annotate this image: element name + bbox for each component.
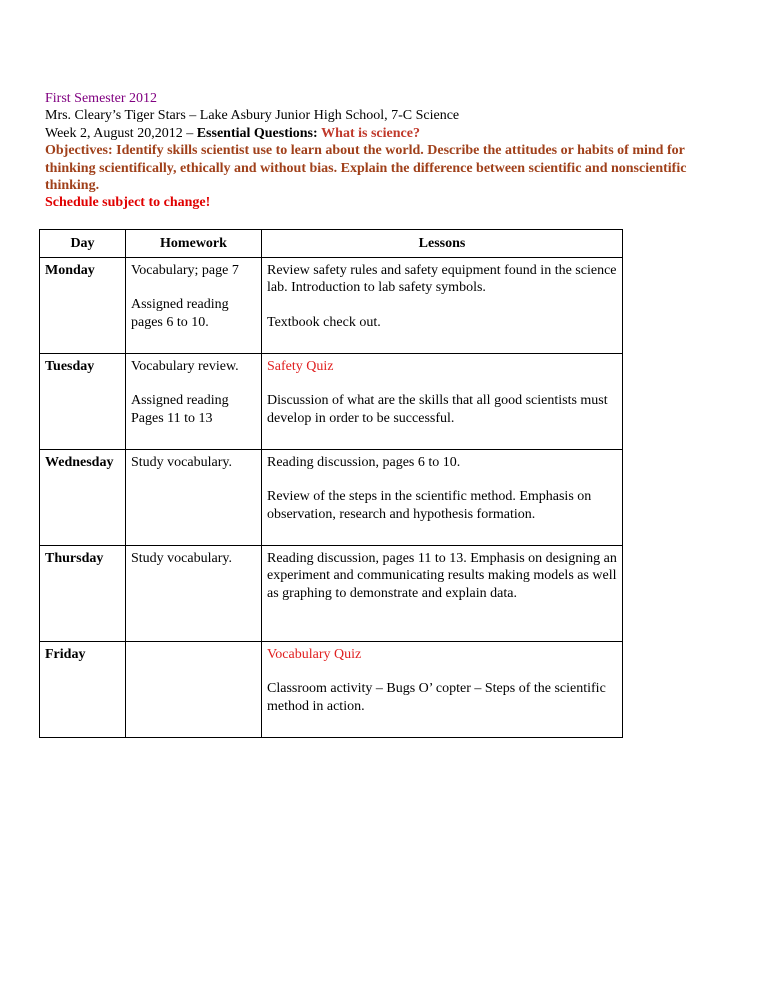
table-row-thursday [40, 546, 623, 642]
homework-item: Assigned reading Pages 11 to 13 [131, 393, 229, 426]
homework-item: Vocabulary; page 7 [131, 263, 239, 278]
document-header [45, 90, 735, 212]
homework-item: Study vocabulary. [131, 455, 232, 470]
column-header-day: Day [40, 230, 126, 258]
table-row-friday [40, 642, 623, 738]
schedule-notice: Schedule subject to change! [45, 195, 211, 211]
table-row-wednesday [40, 450, 623, 546]
week-line [45, 125, 735, 142]
lesson-item: Review safety rules and safety equipment found in the science lab. Introduction to lab safety symbols. [267, 263, 617, 296]
essential-question: What is science? [321, 125, 420, 141]
table-row-monday [40, 258, 623, 354]
homework-item: Assigned reading pages 6 to 10. [131, 297, 229, 330]
table-header-row [40, 230, 623, 258]
homework-cell [126, 258, 262, 354]
lessons-cell [262, 642, 623, 738]
day-cell: Wednesday [40, 450, 126, 546]
lessons-cell [262, 450, 623, 546]
column-header-lessons: Lessons [262, 230, 623, 258]
homework-cell [126, 450, 262, 546]
lesson-item: Classroom activity – Bugs O’ copter – Steps of the scientific method in action. [267, 681, 606, 714]
homework-item: Study vocabulary. [131, 551, 232, 566]
homework-item: Vocabulary review. [131, 359, 239, 374]
homework-cell [126, 546, 262, 642]
lesson-item: Review of the steps in the scientific method. Emphasis on observation, research and hypothesis formation. [267, 489, 592, 522]
day-cell: Friday [40, 642, 126, 738]
quiz-label: Safety Quiz [267, 359, 334, 374]
homework-cell [126, 642, 262, 738]
homework-cell [126, 354, 262, 450]
essential-questions-label: Essential Questions: [196, 125, 318, 141]
quiz-label: Vocabulary Quiz [267, 647, 362, 662]
lesson-item: Reading discussion, pages 6 to 10. [267, 455, 461, 470]
week-prefix: Week 2, August 20,2012 – [45, 125, 197, 141]
lesson-item: Textbook check out. [267, 314, 381, 330]
lessons-cell [262, 258, 623, 354]
lessons-cell [262, 354, 623, 450]
column-header-homework: Homework [126, 230, 262, 258]
lesson-item: Reading discussion, pages 11 to 13. Emphasis on designing an experiment and communicating results making models as well as graphing to demonstrate and explain data. [267, 551, 617, 601]
day-cell: Tuesday [40, 354, 126, 450]
lesson-item: Discussion of what are the skills that all good scientists must develop in order to be successful. [267, 393, 608, 426]
lessons-cell [262, 546, 623, 642]
semester-title: First Semester 2012 [45, 91, 157, 106]
class-line: Mrs. Cleary’s Tiger Stars – Lake Asbury Junior High School, 7-C Science [45, 108, 460, 124]
objectives: Objectives: Identify skills scientist use to learn about the world. Describe the attitudes or habits of mind for thinking scientifically, ethically and without bias. Explain the difference between scientific and nonscientific thinking. [45, 143, 687, 194]
table-row-tuesday [40, 354, 623, 450]
schedule-table [39, 229, 623, 738]
day-cell: Monday [40, 258, 126, 354]
day-cell: Thursday [40, 546, 126, 642]
